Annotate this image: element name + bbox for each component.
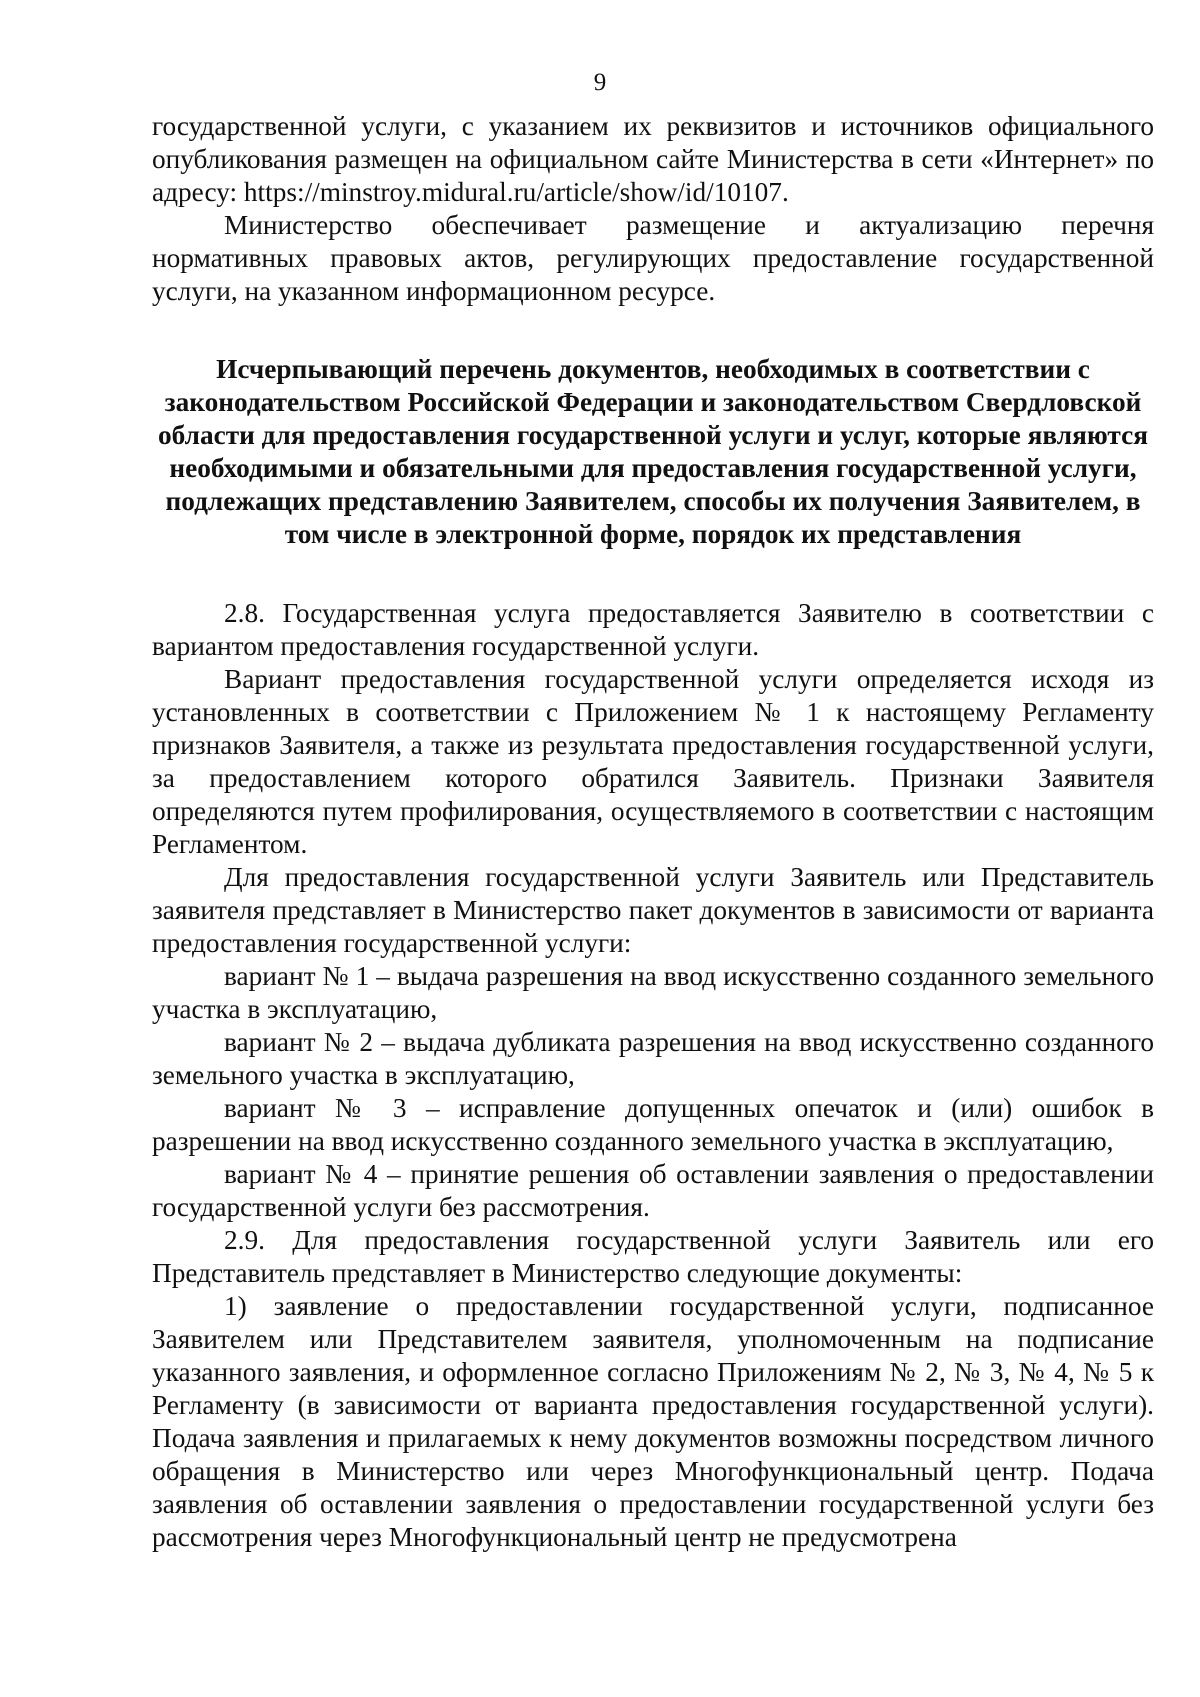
list-item: 1) заявление о предоставлении государственной услуги, подписанное Заявителем или Представителем заявителя, уполномоченным на подписание указанного заявления, и оформленное согласно Приложениям № 2, № 3, № 4, № 5 к Регламенту (в зависимости от варианта предоставления государственной услуги). Подача заявления и прилагаемых к нему документов возможны посредством личного обращения в Министерство или через Многофункциональный центр. Подача заявления об оставлении заявления о предоставлении государственной услуги без рассмотрения через Многофункциональный центр не предусмотрена [152,1291,1154,1552]
paragraph: 2.8. Государственная услуга предоставляется Заявителю в соответствии с вариантом предоставления государственной услуги. [152,598,1154,661]
paragraph: Министерство обеспечивает размещение и актуализацию перечня нормативных правовых актов, регулирующих предоставление государственной услуги, на указанном информационном ресурсе. [152,210,1154,306]
paragraph: Вариант предоставления государственной услуги определяется исходя из установленных в соответствии с Приложением № 1 к настоящему Регламенту признаков Заявителя, а также из результата предоставления государственной услуги, за предоставлением которого обратился Заявитель. Признаки Заявителя определяются путем профилирования, осуществляемого в соответствии с настоящим Регламентом. [152,664,1154,859]
list-item: вариант № 3 – исправление допущенных опечаток и (или) ошибок в разрешении на ввод искусственно созданного земельного участка в эксплуатацию, [152,1093,1154,1156]
list-item: вариант № 4 – принятие решения об оставлении заявления о предоставлении государственной услуги без рассмотрения. [152,1159,1154,1222]
document-body [152,110,1154,1554]
paragraph: государственной услуги, с указанием их реквизитов и источников официального опубликования размещен на официальном сайте Министерства в сети «Интернет» по адресу: https://minstroy.midural.ru/article/show/id/10107. [152,111,1154,207]
list-item: вариант № 1 – выдача разрешения на ввод искусственно созданного земельного участка в эксплуатацию, [152,961,1154,1024]
page-number: 9 [593,69,607,96]
paragraph: 2.9. Для предоставления государственной услуги Заявитель или его Представитель представляет в Министерство следующие документы: [152,1225,1154,1288]
list-item: вариант № 2 – выдача дубликата разрешения на ввод искусственно созданного земельного участка в эксплуатацию, [152,1027,1154,1090]
section-heading: Исчерпывающий перечень документов, необходимых в соответствии с законодательством Российской Федерации и законодательством Свердловской области для предоставления государственной услуги и услуг, которые являются необходимыми и обязательными для предоставления государственной услуги, подлежащих представлению Заявителем, способы их получения Заявителем, в том числе в электронной форме, порядок их представления [158,354,1148,549]
paragraph: Для предоставления государственной услуги Заявитель или Представитель заявителя представляет в Министерство пакет документов в зависимости от варианта предоставления государственной услуги: [152,862,1154,958]
